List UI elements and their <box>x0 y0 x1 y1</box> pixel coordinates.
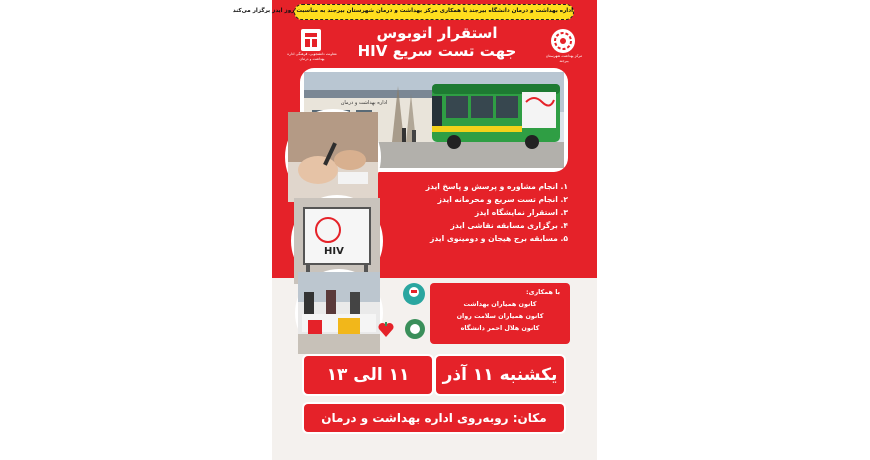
list-item: ۱. انجام مشاوره و پرسش و پاسخ ایدز <box>425 182 568 191</box>
partners-heading: با همکاری: <box>526 288 560 296</box>
left-logo-caption: معاونت دانشجویی، فرهنگی اداره بهداشت و درمان <box>287 52 337 61</box>
rapid-test-photo <box>288 112 378 202</box>
mental-health-logo-icon <box>404 318 426 340</box>
event-time: ۱۱ الی ۱۳ <box>304 356 432 394</box>
heart-logo-icon <box>376 320 396 340</box>
poster-title-line2: جهت تست سریع HIV <box>357 42 517 60</box>
exhibition-photo <box>298 272 380 354</box>
list-item: ۵. مسابقه برج هیجان و دومینوی ایدز <box>430 234 568 243</box>
list-item: ۴. برگزاری مسابقه نقاشی ایدز <box>450 221 568 230</box>
health-helpers-logo-icon <box>402 282 426 306</box>
partner-item: کانون همیاران بهداشت <box>463 300 537 308</box>
red-crescent-style-logo-icon <box>550 28 576 54</box>
partner-item: کانون همیاران سلامت روان <box>456 312 544 320</box>
poster-title-line1: استقرار اتوبوس <box>376 24 498 42</box>
features-list <box>384 180 568 245</box>
announcement-banner: اداره بهداشت و درمان دانشگاه بیرجند با همکاری مرکز بهداشت و درمان شهرستان بیرجند به مناسبت روز ایدز برگزار می‌کند <box>294 4 574 20</box>
list-item: ۳. استقرار نمایشگاه ایدز <box>474 208 568 217</box>
right-logo-caption: مرکز بهداشت شهرستان بیرجند <box>545 54 583 63</box>
event-date: یکشنبه ۱۱ آذر <box>436 356 564 394</box>
building-sign: اداره بهداشت و درمان <box>340 100 388 106</box>
exhibition-booth-icon <box>298 272 380 354</box>
event-location: مکان: روبه‌روی اداره بهداشت و درمان <box>304 404 564 432</box>
partner-item: کانون هلال احمر دانشگاه <box>460 324 540 332</box>
rapid-test-hands-icon <box>288 112 378 202</box>
poster <box>232 0 597 460</box>
partners-box <box>430 283 570 344</box>
board-text: HIV <box>324 246 344 257</box>
list-item: ۲. انجام تست سریع و محرمانه ایدز <box>437 195 568 204</box>
